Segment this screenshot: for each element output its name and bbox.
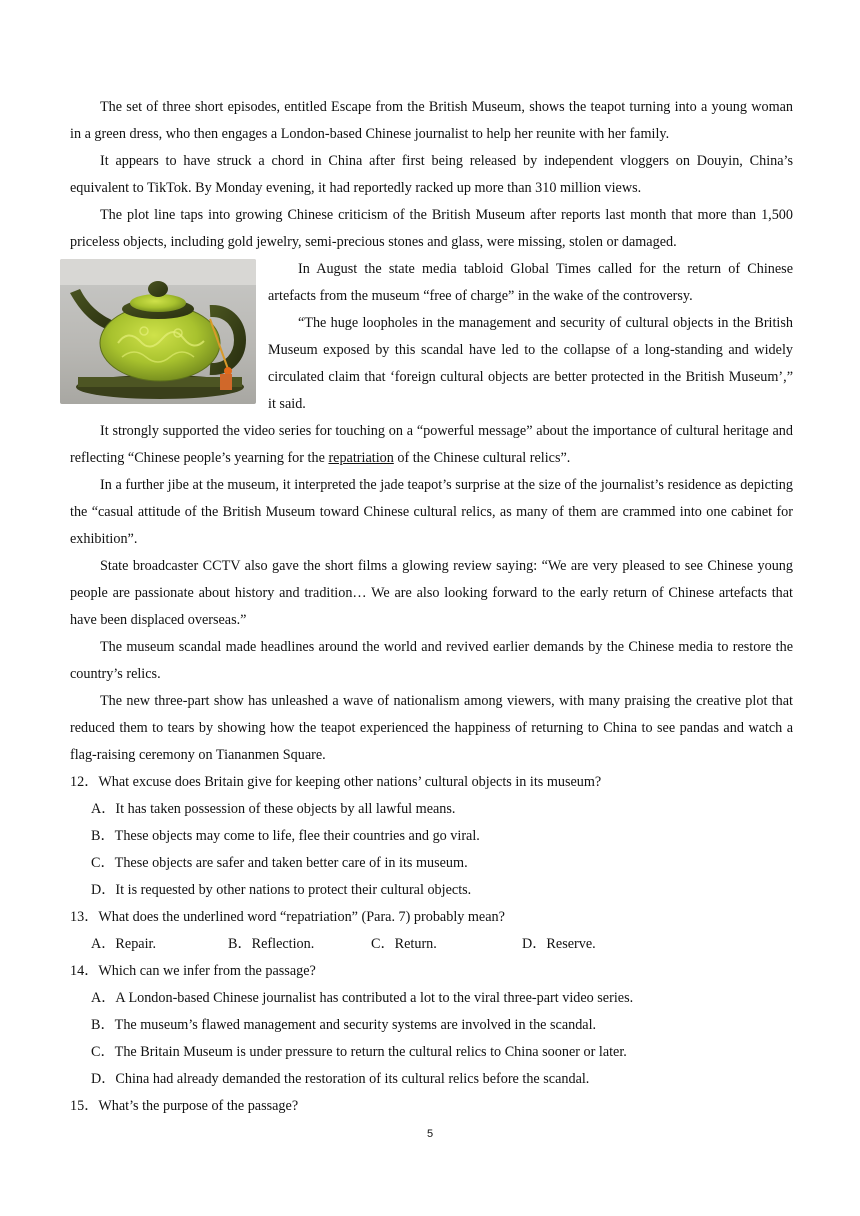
- question-13-option-b: B．Reflection.: [228, 936, 315, 952]
- question-12-option-a: A．It has taken possession of these objects by all lawful means.: [91, 801, 456, 817]
- question-13-options: [70, 931, 793, 958]
- paragraph-5: “The huge loopholes in the management and security of cultural objects in the British Museum exposed by this scandal have led to the collapse of a long-standing and widely circulated claim that ‘foreign cultural objects are better protected in the British Museum’,” it said.: [268, 315, 793, 412]
- question-13-stem: 13．What does the underlined word “repatriation” (Para. 7) probably mean?: [70, 909, 505, 925]
- question-13-option-c: C．Return.: [371, 936, 437, 952]
- paragraph-1: The set of three short episodes, entitled Escape from the British Museum, shows the teapot turning into a young woman in a green dress, who then engages a London-based Chinese journalist to help her reunite with her family.: [70, 99, 793, 142]
- paragraph-3: The plot line taps into growing Chinese criticism of the British Museum after reports last month that more than 1,500 priceless objects, including gold jewelry, semi-precious stones and glass, were missing, stolen or damaged.: [70, 207, 793, 250]
- question-14-stem: 14．Which can we infer from the passage?: [70, 963, 316, 979]
- question-15-stem: 15．What’s the purpose of the passage?: [70, 1098, 299, 1114]
- jade-teapot-photo: [60, 259, 256, 404]
- paragraph-6: [70, 418, 793, 472]
- paragraph-10: The new three-part show has unleashed a wave of nationalism among viewers, with many praising the creative plot that reduced them to tears by showing how the teapot experienced the happiness of returning to China to see pandas and watch a flag-raising ceremony on Tiananmen Square.: [70, 693, 793, 763]
- question-14-option-a: A．A London-based Chinese journalist has contributed a lot to the viral three-part video series.: [91, 990, 634, 1006]
- paragraph-6-text-after: of the Chinese cultural relics”.: [393, 450, 571, 466]
- paragraph-2: It appears to have struck a chord in China after first being released by independent vloggers on Douyin, China’s equivalent to TikTok. By Monday evening, it had reportedly racked up more than 310 million views.: [70, 153, 793, 196]
- paragraph-6-text-before: It strongly supported the video series for touching on a “powerful message” about the importance of cultural heritage and reflecting “Chinese people’s yearning for the: [70, 423, 793, 466]
- question-12-stem: 12．What excuse does Britain give for keeping other nations’ cultural objects in its museum?: [70, 774, 602, 790]
- underlined-word-repatriation: repatriation: [328, 450, 394, 466]
- question-12-option-d: D．It is requested by other nations to protect their cultural objects.: [91, 882, 472, 898]
- paragraph-7: In a further jibe at the museum, it interpreted the jade teapot’s surprise at the size of the journalist’s residence as depicting the “casual attitude of the British Museum toward Chinese cultural relics, as many of them are crammed into one cabinet for exhibition”.: [70, 477, 793, 547]
- paragraph-9: The museum scandal made headlines around the world and revived earlier demands by the Chinese media to restore the country’s relics.: [70, 639, 793, 682]
- page-number: 5: [426, 1128, 434, 1140]
- question-12-option-c: C．These objects are safer and taken better care of in its museum.: [91, 855, 468, 871]
- question-13-option-a: A．Repair.: [91, 936, 157, 952]
- question-14-option-c: C．The Britain Museum is under pressure to return the cultural relics to China sooner or later.: [91, 1044, 627, 1060]
- paragraph-8: State broadcaster CCTV also gave the short films a glowing review saying: “We are very pleased to see Chinese young people are passionate about history and tradition… We are also looking forward to the early return of Chinese artefacts that have been displaced overseas.”: [70, 558, 793, 628]
- document-page: [70, 94, 793, 1120]
- image-wrap-block: [70, 256, 793, 418]
- question-13-option-d: D．Reserve.: [522, 936, 596, 952]
- question-12-option-b: B．These objects may come to life, flee their countries and go viral.: [91, 828, 480, 844]
- paragraph-4: In August the state media tabloid Global Times called for the return of Chinese artefacts from the museum “free of charge” in the wake of the controversy.: [268, 261, 793, 304]
- question-14-option-d: D．China had already demanded the restoration of its cultural relics before the scandal.: [91, 1071, 590, 1087]
- question-14-option-b: B．The museum’s flawed management and security systems are involved in the scandal.: [91, 1017, 597, 1033]
